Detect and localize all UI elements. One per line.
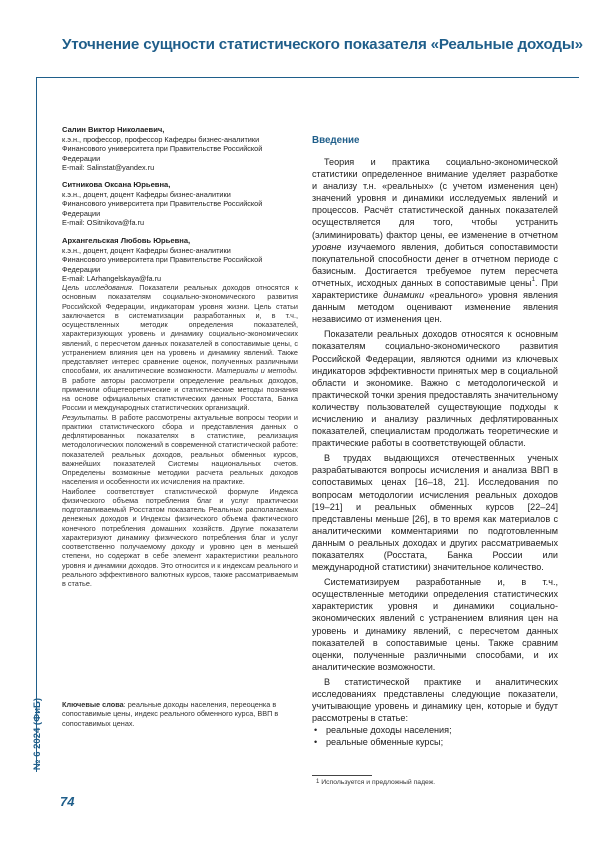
footnote-mark: 1	[316, 779, 320, 785]
issue-label-text: № 6 2024 (ФиБ)	[32, 697, 43, 770]
abstract	[62, 283, 298, 588]
body-paragraph: Показатели реальных доходов относятся к основным показателям социально-экономического развития Российской Федерации, являются одними из ключевых индикаторов эффективности принятых мер в социальной области и экономике. Важно с методологической и практической точки зрения предоставлять значительному количеству пользователей существующие подходы к исчислению и анализу различных дефлятированных показателей, специалистам продолжать теоретические и практические работы в соответствующей области.	[312, 329, 558, 449]
author-affiliation: Финансового университета при Правительстве Российской	[62, 144, 263, 154]
author-email: E-mail: OSitnikova@fa.ru	[62, 217, 145, 227]
body-paragraph: В трудах выдающихся отечественных ученых разрабатываются вопросы исчисления и анализа ВВП в сопоставимых ценах [16–18, 21]. Исследования по вопросам методологии исчисления реальных доходов [19–21] и реальных обменных курсов [22–24] представлены меньше [26], в то время как материалов с аналитическими комментариями по подготовленным данным о реальных доходах и других рассматриваемых показателях (Росстата, Банка России или международной статистики) значительное количество.	[312, 453, 558, 573]
issue-label	[26, 650, 48, 770]
article-title: Уточнение сущности статистического показателя «Реальные доходы»	[62, 36, 583, 53]
list-item: • реальные доходы населения;	[312, 724, 558, 736]
author-affiliation: к.э.н., профессор, профессор Кафедры бизнес-аналитики	[62, 135, 260, 145]
abstract-label: Цель исследования.	[62, 283, 134, 292]
body-paragraph: Теория и практика социально-экономической статистики определенное внимание уделяет разработке и анализу т.н. «реальных» (с учетом изменения цен) значений уровня и динамики исследуемых явлений и процессов. Расчёт статистической данных показателей осуществляется для того, чтобы устранить (элиминировать) фактор цены, ее изменение в отчетном уровне изучаемого явления, добиться сопоставимости покупательной способности денег в отчетном периоде с базисным. Достигается требуемое путем пересчета отчетных, исходных данных в сопоставимые цены$^1$. При характеристике динамики «реального» уровня явления данным методом оценивают изменение явления независимо от изменения цен.	[312, 157, 558, 325]
page-number: 74	[60, 794, 75, 809]
footnote-rule	[312, 775, 372, 776]
author-affiliation: Финансового университета при Правительстве Российской	[62, 255, 263, 265]
author-block-2	[62, 180, 296, 227]
abstract-paragraph: Результаты. В работе рассмотрены актуальные вопросы теории и практики статистического сбора и представления данных о дефлятированных показателях в статистике, реализация методологических положений в современной статистической работе: показателей реальных доходов, реальных обменных курсов, важнейших показателей Системы национальных счетов. Определены возможные методики расчета реальных доходов населения и особенности их исчисления на практике.	[62, 412, 298, 487]
author-email: E-mail: LArhangelskaya@fa.ru	[62, 273, 162, 283]
body-text	[312, 156, 558, 749]
keywords-text: : реальные доходы населения, переоценка в сопоставимые цены, индекс реального обменного курса, ВВП в сопоставимых ценах.	[62, 700, 279, 728]
bullet-list	[312, 724, 558, 748]
abstract-paragraph: Наиболее соответствует статистической формуле Индекса физического объема потребления благ и услуг практически подготавливаемый Росстатом показатель Реальных располагаемых денежных доходов и Индексы физического объема фактического конечного потребления домашних хозяйств. Другие показатели характеризуют динамику физического потребления благ и услуг соответственно получаемому доходу и уровню цен в меньшей степени, но содержат в себе элемент характеристики реального уровня и динамики доходов. Это относится и к индексам реального и реального эффективного валютных курсов, также рассматриваемым в статье.	[62, 486, 298, 588]
author-affiliation: к.э.н., доцент, доцент Кафедры бизнес-аналитики	[62, 190, 231, 200]
author-block-1	[62, 125, 296, 172]
author-email: E-mail: Salinstat@yandex.ru	[62, 162, 155, 172]
author-affiliation: к.э.н., доцент, доцент Кафедры бизнес-аналитики	[62, 246, 231, 256]
abstract-label: Результаты.	[62, 412, 109, 422]
author-name: Салин Виктор Николаевич,	[62, 125, 165, 134]
author-affiliation: Федерации	[62, 264, 101, 274]
author-block-3	[62, 236, 296, 283]
footnote-ref[interactable]: 1	[531, 276, 536, 283]
abstract-label: Материалы и методы.	[216, 366, 299, 376]
section-heading-introduction: Введение	[312, 135, 360, 146]
footnote	[316, 779, 435, 786]
header-rule	[36, 77, 579, 78]
list-item: • реальные обменные курсы;	[312, 736, 558, 748]
keywords-label: Ключевые слова	[62, 700, 124, 709]
author-name: Архангельская Любовь Юрьевна,	[62, 236, 191, 245]
abstract-paragraph: Цель исследования. Показатели реальных доходов относятся к основным показателям социально-экономического развития Российской Федерации, индикаторам уровня жизни. Цель статьи заключается в систематизации разработанных и, в т.ч., осуществленных методик определения показателей, характеризующих уровень и динамику социально-экономических явлений, с пересчетом данных показателей в сопоставимые цены, с устранением влияния цен на уровень и динамику явлений. Также представляет интерес сравнение оценок, полученных различными способами, их аналитические возможности. Материалы и методы. В работе авторы рассмотрели определение реальных доходов, применили общетеоретические и статистические методы познания на основе официальных статистических данных Росстата, Банка России и международных статистических организаций.	[62, 283, 299, 413]
keywords	[62, 700, 298, 728]
body-paragraph: Систематизируем разработанные и, в т.ч., осуществленные методики определения статистических характеристик уровня и динамики социально-экономических явлений с устранением влияния цен на уровень и динамику явлений, с пересчетом данных показателей в сопоставимые цены. Также сравним оценки, полученные различными способами, и их аналитические возможности.	[312, 577, 558, 672]
author-affiliation: Финансового университета при Правительстве Российской	[62, 199, 263, 209]
author-affiliation: Федерации	[62, 208, 101, 218]
author-affiliation: Федерации	[62, 153, 101, 163]
footnote-text: Используется и предложный падеж.	[319, 779, 436, 786]
body-paragraph: В статистической практике и аналитических исследованиях представлены следующие показатели, учитывающие уровень и динамику цен, которые и будут рассмотрены в статье:	[312, 676, 558, 724]
author-name: Ситникова Оксана Юрьевна,	[62, 180, 171, 189]
